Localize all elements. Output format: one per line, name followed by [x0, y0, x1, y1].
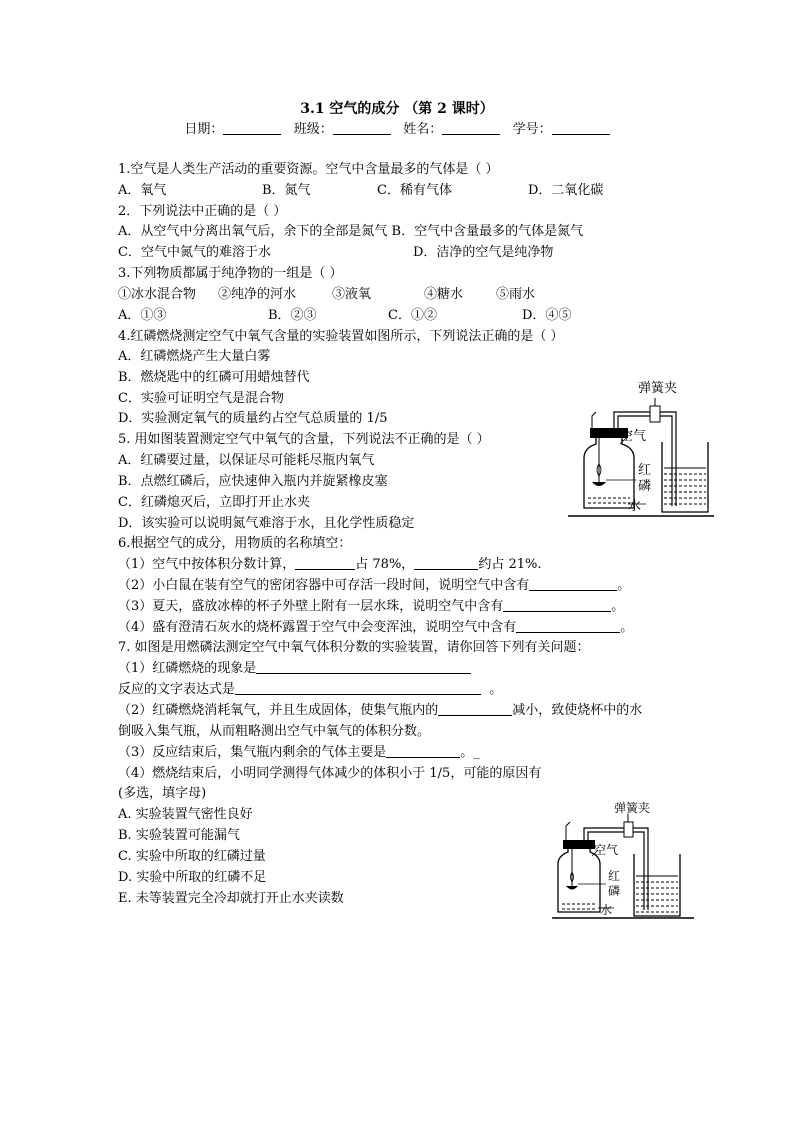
q7-s3-text: （3）反应结束后，集气瓶内剩余的气体主要是 — [118, 745, 387, 760]
name-label: 姓名： — [403, 122, 443, 137]
q7-s3-blank[interactable] — [386, 744, 460, 758]
q7-sub-4b: (多选，填字母) — [118, 786, 207, 801]
q7-option-d[interactable]: D. 实验中所取的红磷不足 — [118, 870, 267, 885]
fig2-water-label: 水 — [600, 903, 613, 917]
q7-s1b-text: 反应的文字表达式是 — [118, 682, 236, 697]
q2-options-ab[interactable]: A．从空气中分离出氧气后，余下的全部是氮气 B．空气中含量最多的气体是氮气 — [118, 224, 584, 239]
q6-stem: 6.根据空气的成分，用物质的名称填空： — [118, 536, 352, 551]
q3-option-c[interactable]: C．①② — [388, 308, 437, 323]
q5-option-a[interactable]: A．红磷要过量，以保证尽可能耗尽瓶内氧气 — [118, 453, 375, 468]
q7-s2-text-a: （2）红磷燃烧消耗氧气，并且生成固体，使集气瓶内的 — [118, 703, 439, 718]
q4-stem: 4.红磷燃烧测定空气中氧气含量的实验装置如图所示，下列说法正确的是（ ） — [118, 329, 564, 344]
q6-sub-2 — [118, 577, 630, 595]
date-label: 日期： — [184, 122, 224, 137]
q5-stem: 5. 用如图装置测定空气中氧气的含量，下列说法不正确的是（ ） — [118, 432, 490, 447]
q3-option-b[interactable]: B．②③ — [268, 308, 317, 323]
q6-s3-end: 。 — [611, 599, 625, 614]
q7-s2-blank[interactable] — [438, 702, 512, 716]
q7-sub-2c: 倒吸入集气瓶，从而粗略测出空气中氧气的体积分数。 — [118, 724, 431, 739]
q6-s1-text-a: （1）空气中按体积分数计算， — [118, 557, 296, 572]
fig1-air-label: 空气 — [620, 429, 647, 444]
apparatus-figure-1 — [566, 376, 716, 522]
q6-s1-text-b: 占 78%， — [355, 557, 415, 572]
q7-sub-4a: （4）燃烧结束后，小明同学测得气体减少的体积小于 1/5，可能的原因有 — [118, 766, 542, 781]
q6-s4-text: （4）盛有澄清石灰水的烧杯露置于空气中会变浑浊，说明空气中含有 — [118, 620, 517, 635]
q3-item-3: ③液氧 — [332, 287, 372, 302]
q3-item-2: ②纯净的河水 — [218, 287, 297, 302]
q7-s1b-end: 。 — [489, 682, 503, 697]
class-blank[interactable] — [333, 121, 391, 135]
q7-option-b[interactable]: B. 实验装置可能漏气 — [118, 828, 240, 843]
q7-s1-text: （1）红磷燃烧的现象是 — [118, 661, 257, 676]
q3-option-d[interactable]: D．④⑤ — [522, 308, 572, 323]
q7-sub-1b — [118, 681, 502, 699]
q6-sub-3 — [118, 598, 624, 616]
name-blank[interactable] — [442, 121, 500, 135]
q4-option-d[interactable]: D．实验测定氧气的质量约占空气总质量的 1/5 — [118, 411, 388, 426]
q2-option-c[interactable]: C．空气中氮气的难溶于水 — [118, 245, 271, 260]
q3-item-5: ⑤雨水 — [496, 287, 536, 302]
q3-stem: 3.下列物质都属于纯净物的一组是（ ） — [118, 266, 343, 281]
q6-s3-blank[interactable] — [503, 598, 611, 612]
q1-option-d[interactable]: D．二氧化碳 — [528, 183, 604, 198]
q7-sub-2a — [118, 702, 642, 720]
q7-option-c[interactable]: C. 实验中所取的红磷过量 — [118, 849, 266, 864]
q6-sub-1 — [118, 556, 541, 574]
q4-option-b[interactable]: B．燃烧匙中的红磷可用蜡烛替代 — [118, 370, 310, 385]
q6-sub-4 — [118, 619, 633, 637]
apparatus-figure-2 — [548, 800, 698, 924]
q5-option-c[interactable]: C．红磷熄灭后，立即打开止水夹 — [118, 495, 310, 510]
student-info-row — [0, 118, 794, 137]
q7-s1b-blank[interactable] — [235, 681, 481, 695]
q6-s3-text: （3）夏天，盛放冰棒的杯子外壁上附有一层水珠，说明空气中含有 — [118, 599, 504, 614]
q4-option-a[interactable]: A．红磷燃烧产生大量白雾 — [118, 349, 271, 364]
fig2-red-label: 红 — [608, 869, 621, 883]
q7-s2-text-b: 减小，致使烧杯中的水 — [512, 703, 643, 718]
q3-item-1: ①冰水混合物 — [118, 287, 197, 302]
q1-stem: 1.空气是人类生产活动的重要资源。空气中含量最多的气体是（ ） — [118, 162, 499, 177]
q7-stem: 7. 如图是用燃磷法测定空气中氧气体积分数的实验装置，请你回答下列有关问题： — [118, 640, 590, 655]
fig2-air-label: 空气 — [594, 843, 619, 857]
q1-option-a[interactable]: A．氧气 — [118, 183, 167, 198]
fig2-clamp-label: 弹簧夹 — [614, 801, 651, 815]
q3-option-a[interactable]: A．①③ — [118, 308, 167, 323]
q6-s4-end: 。 — [620, 620, 634, 635]
q6-s4-blank[interactable] — [516, 619, 620, 633]
q6-s1-blank-2[interactable] — [414, 556, 478, 570]
q1-option-b[interactable]: B．氮气 — [262, 183, 311, 198]
q2-option-d[interactable]: D．洁净的空气是纯净物 — [413, 245, 554, 260]
fig1-clamp-label: 弹簧夹 — [638, 381, 678, 396]
q7-option-a[interactable]: A. 实验装置气密性良好 — [118, 807, 253, 822]
q7-s1-blank[interactable] — [256, 660, 471, 674]
q6-s1-text-c: 约占 21%. — [478, 557, 542, 572]
number-label: 学号： — [512, 122, 552, 137]
q6-s2-end: 。 — [617, 578, 631, 593]
q6-s2-text: （2）小白鼠在装有空气的密闭容器中可存活一段时间，说明空气中含有 — [118, 578, 530, 593]
q7-sub-1 — [118, 660, 471, 678]
q2-stem: 2．下列说法中正确的是（ ） — [118, 204, 287, 219]
q7-option-e[interactable]: E. 未等装置完全冷却就打开止水夹读数 — [118, 891, 344, 906]
q6-s2-blank[interactable] — [529, 577, 617, 591]
q4-option-c[interactable]: C．实验可证明空气是混合物 — [118, 391, 284, 406]
fig2-phosphorus-label: 磷 — [608, 884, 621, 898]
worksheet-title: 3.1 空气的成分 （第 2 课时） — [300, 101, 494, 117]
date-blank[interactable] — [223, 121, 281, 135]
q7-s3-end: 。_ — [460, 745, 480, 760]
number-blank[interactable] — [552, 121, 610, 135]
class-label: 班级： — [293, 122, 333, 137]
q5-option-d[interactable]: D．该实验可以说明氮气难溶于水，且化学性质稳定 — [118, 516, 415, 531]
q6-s1-blank-1[interactable] — [295, 556, 355, 570]
fig1-water-label: 水 — [628, 499, 642, 514]
q1-option-c[interactable]: C．稀有气体 — [377, 183, 452, 198]
fig1-red-label: 红 — [638, 463, 652, 478]
q5-option-b[interactable]: B．点燃红磷后，应快速伸入瓶内并旋紧橡皮塞 — [118, 474, 388, 489]
fig1-phosphorus-label: 磷 — [638, 479, 652, 494]
q7-sub-3 — [118, 744, 480, 762]
q3-item-4: ④糖水 — [424, 287, 464, 302]
